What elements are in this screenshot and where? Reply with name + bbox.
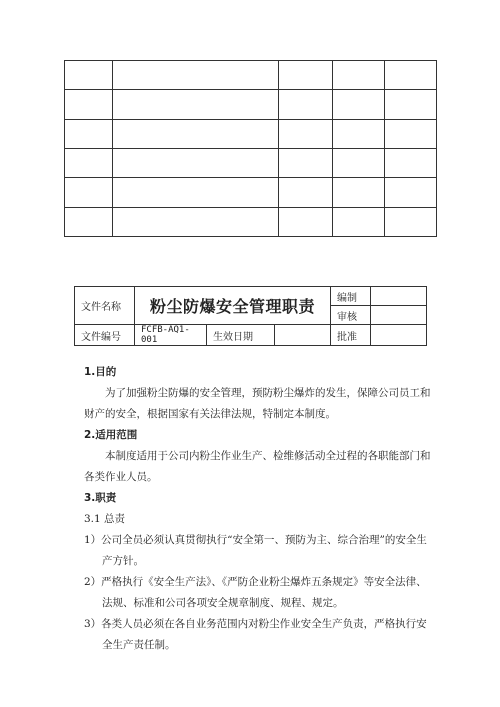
edit-label: 编制 bbox=[331, 287, 371, 306]
file-name-label: 文件名称 bbox=[75, 287, 135, 325]
blank-grid-table bbox=[64, 60, 437, 237]
duties-heading: 3.职责 bbox=[84, 492, 117, 504]
table-cell bbox=[333, 148, 385, 177]
table-cell bbox=[279, 119, 333, 148]
table-cell bbox=[113, 148, 279, 177]
document-body bbox=[84, 362, 432, 656]
purpose-text: 为了加强粉尘防爆的安全管理，预防粉尘爆炸的发生，保障公司员工和财产的安全，根据国家有关法律法规，特制定本制度。 bbox=[84, 387, 431, 420]
list-item: 2）严格执行《安全生产法》、《严防企业粉尘爆炸五条规定》等安全法律、法规、标准和公司各项安全规章制度、规程、规定。 bbox=[84, 576, 427, 609]
table-cell bbox=[279, 178, 333, 207]
table-cell bbox=[65, 148, 113, 177]
table-row bbox=[65, 90, 437, 119]
effective-date-value bbox=[275, 325, 331, 346]
document-header-table bbox=[74, 286, 427, 346]
table-cell bbox=[385, 61, 437, 90]
table-row bbox=[65, 119, 437, 148]
table-cell bbox=[279, 207, 333, 236]
table-cell bbox=[385, 119, 437, 148]
table-cell bbox=[333, 119, 385, 148]
table-cell bbox=[113, 61, 279, 90]
list-item: 1）公司全员必须认真贯彻执行“安全第一、预防为主、综合治理”的安全生产方针。 bbox=[84, 534, 427, 567]
table-cell bbox=[385, 178, 437, 207]
scope-text: 本制度适用于公司内粉尘作业生产、检维修活动全过程的各职能部门和各类作业人员。 bbox=[84, 450, 431, 483]
approve-label: 批准 bbox=[331, 325, 371, 346]
effective-date-label: 生效日期 bbox=[207, 325, 275, 346]
table-cell bbox=[279, 61, 333, 90]
table-cell bbox=[279, 90, 333, 119]
file-number-value: FCFB-AQ1-001 bbox=[135, 325, 207, 346]
review-label: 审核 bbox=[331, 306, 371, 325]
document-title: 粉尘防爆安全管理职责 bbox=[135, 287, 331, 325]
edit-value bbox=[371, 287, 427, 306]
review-value bbox=[371, 306, 427, 325]
general-duty-heading: 3.1 总责 bbox=[84, 513, 126, 525]
table-cell bbox=[65, 178, 113, 207]
table-cell bbox=[385, 207, 437, 236]
table-cell bbox=[113, 178, 279, 207]
table-cell bbox=[385, 90, 437, 119]
table-row bbox=[65, 207, 437, 236]
table-cell bbox=[279, 148, 333, 177]
table-cell bbox=[65, 61, 113, 90]
table-cell bbox=[65, 207, 113, 236]
table-cell bbox=[113, 90, 279, 119]
table-cell bbox=[333, 178, 385, 207]
table-cell bbox=[385, 148, 437, 177]
scope-heading: 2.适用范围 bbox=[84, 429, 138, 441]
purpose-heading: 1.目的 bbox=[84, 366, 117, 378]
table-cell bbox=[65, 119, 113, 148]
list-item: 3）各类人员必须在各自业务范围内对粉尘作业安全生产负责，严格执行安全生产责任制。 bbox=[84, 618, 427, 651]
approve-value bbox=[371, 325, 427, 346]
file-number-label: 文件编号 bbox=[75, 325, 135, 346]
table-row bbox=[65, 61, 437, 90]
table-cell bbox=[333, 90, 385, 119]
table-cell bbox=[333, 207, 385, 236]
table-row bbox=[65, 148, 437, 177]
table-cell bbox=[113, 207, 279, 236]
table-cell bbox=[333, 61, 385, 90]
table-cell bbox=[65, 90, 113, 119]
table-cell bbox=[113, 119, 279, 148]
table-row bbox=[65, 178, 437, 207]
